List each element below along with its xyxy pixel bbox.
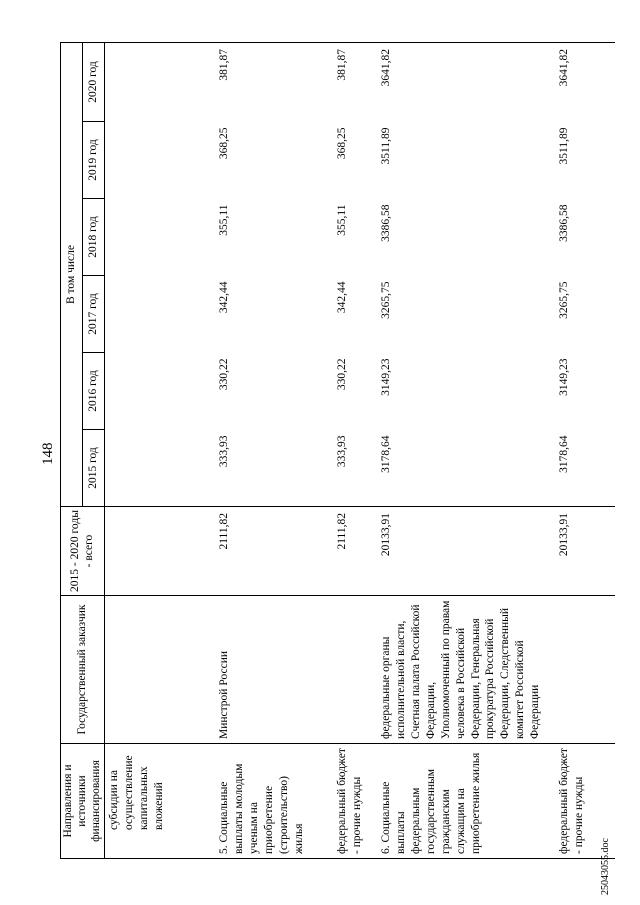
value-cell [105,122,215,199]
value-cell [105,276,215,353]
value-cell: 333,93 [215,430,333,507]
value-cell: 3641,82 [555,43,615,122]
header-year: 2017 год [83,276,105,353]
header-total: 2015 - 2020 годы - всего [61,507,105,596]
value-cell: 3178,64 [377,430,555,507]
financing-table [60,42,615,859]
header-direction: Направления и источники финансирования [61,744,105,859]
page-number: 148 [40,442,56,465]
total-cell: 20133,91 [377,507,555,596]
value-cell: 381,87 [333,43,377,122]
value-cell: 3386,58 [557,204,570,242]
direction-cell: 5. Социальные выплаты молодым ученым на приобретение (строительство) жилья [215,744,333,859]
value-cell: 330,22 [335,358,348,391]
value-cell: 3386,58 [379,204,392,242]
direction-cell: 6. Социальные выплаты федеральным государственным гражданским служащим на приобретение жилья [377,744,555,859]
value-cell: 355,11 [335,204,348,236]
value-cell: 381,87 [215,43,333,122]
value-cell: 3149,23 [379,358,392,396]
table-row [555,43,615,859]
value-cell: 3511,89 [557,127,570,165]
value-cell: 3149,23 [557,358,570,396]
customer-cell: Минстрой России [215,596,333,744]
customer-cell [333,596,377,744]
total-cell: 20133,91 [555,507,615,596]
header-row-top [61,43,83,859]
value-cell: 342,44 [217,281,230,314]
direction-cell: федеральный бюджет - прочие нужды [333,744,377,859]
value-cell: 368,25 [217,127,230,160]
header-year: 2019 год [83,122,105,199]
header-year: 2015 год [83,430,105,507]
value-cell: 355,11 [217,204,230,236]
value-cell: 3265,75 [557,281,570,319]
value-cell [105,353,215,430]
total-cell [105,507,215,596]
table-row [215,43,333,859]
direction-cell: субсидии на осуществление капитальных вложений [105,744,215,859]
value-cell [105,43,215,122]
total-cell: 2111,82 [215,507,333,596]
header-customer: Государственный заказчик [61,596,105,744]
table-row [333,43,377,859]
header-year: 2016 год [83,353,105,430]
customer-cell: федеральные органы исполнительной власти, Счетная палата Российской Федерации, Уполномоченный по правам человека в Российской Федерации, Генеральная прокуратура Российской Федерации, Следственный комитет Российской Федерации [377,596,555,744]
value-cell [105,430,215,507]
value-cell: 333,93 [333,430,377,507]
direction-cell: федеральный бюджет - прочие нужды [555,744,615,859]
total-cell: 2111,82 [333,507,377,596]
value-cell: 368,25 [335,127,348,160]
value-cell: 3641,82 [377,43,555,122]
customer-cell [555,596,615,744]
value-cell: 3178,64 [555,430,615,507]
header-including: В том числе [61,43,83,507]
customer-cell [105,596,215,744]
footer-file-code: 25043055.doc [600,838,611,895]
value-cell: 342,44 [335,281,348,314]
table-row [105,43,215,859]
header-year: 2020 год [83,43,105,122]
value-cell: 3265,75 [379,281,392,319]
header-year: 2018 год [83,199,105,276]
value-cell [105,199,215,276]
value-cell: 330,22 [217,358,230,391]
value-cell: 3511,89 [379,127,392,165]
table-row [377,43,555,859]
